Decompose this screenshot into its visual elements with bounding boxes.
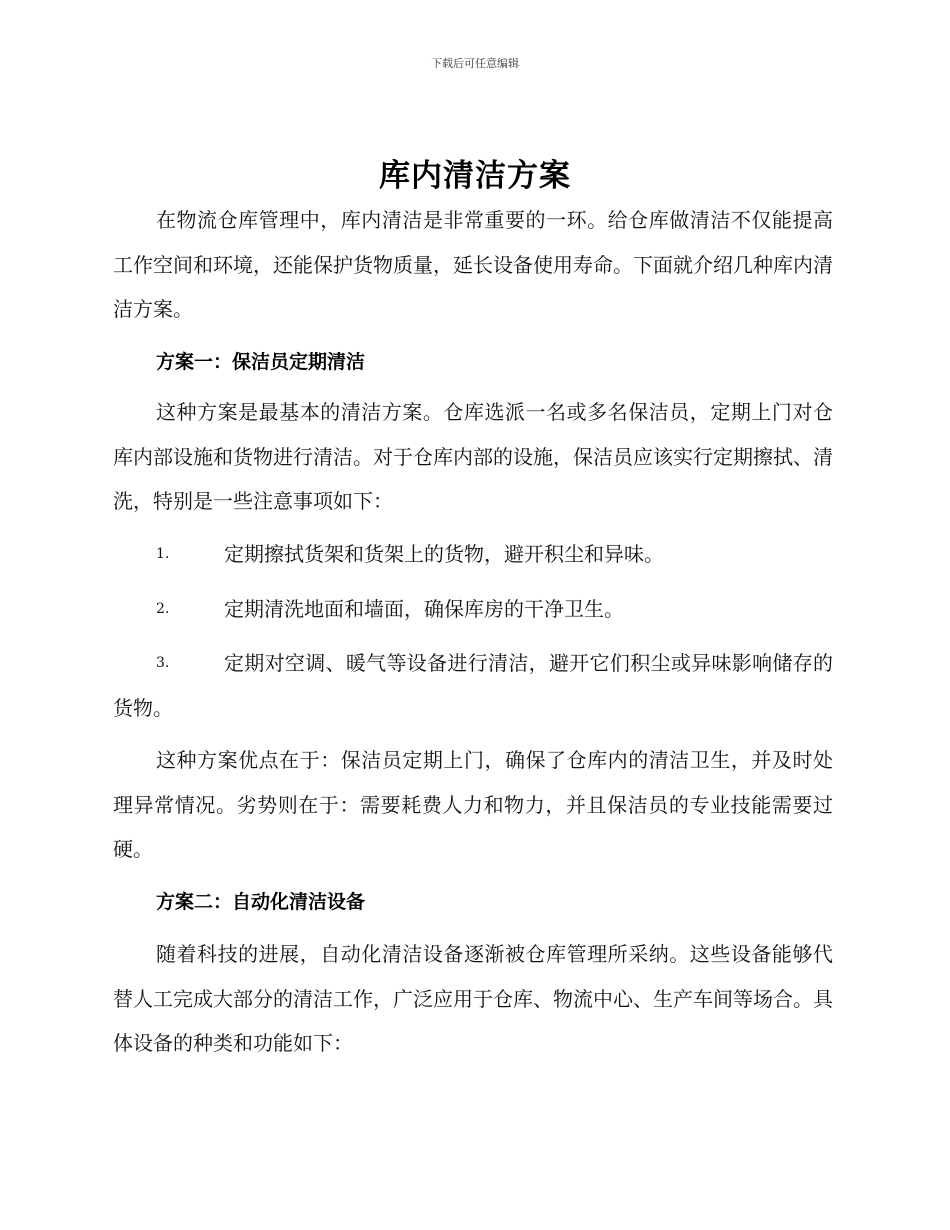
document-title: 库内清洁方案 (379, 158, 571, 194)
section1-summary: 这种方案优点在于：保洁员定期上门，确保了仓库内的清洁卫生，并及时处理异常情况。劣势则在于：需要耗费人力和物力，并且保洁员的专业技能需要过硬。 (113, 748, 833, 861)
list-item-text: 定期清洗地面和墙面，确保库房的干净卫生。 (224, 597, 624, 621)
list-item-number: 1. (156, 546, 170, 562)
section1-heading: 方案一：保洁员定期清洁 (156, 351, 366, 373)
list-item-text: 定期擦拭货架和货架上的货物，避开积尘和异味。 (224, 542, 664, 566)
list-item-number: 3. (156, 655, 170, 671)
list-item-number: 2. (156, 601, 170, 617)
section1-paragraph: 这种方案是最基本的清洁方案。仓库选派一名或多名保洁员，定期上门对仓库内部设施和货物进行清洁。对于仓库内部的设施，保洁员应该实行定期擦拭、清洗，特别是一些注意事项如下： (113, 400, 833, 513)
list-item (113, 532, 833, 577)
section2-heading: 方案二：自动化清洁设备 (156, 891, 366, 913)
intro-paragraph: 在物流仓库管理中，库内清洁是非常重要的一环。给仓库做清洁不仅能提高工作空间和环境，还能保护货物质量，延长设备使用寿命。下面就介绍几种库内清洁方案。 (113, 208, 833, 321)
header-note: 下载后可任意编辑 (431, 57, 519, 70)
section2-paragraph: 随着科技的进展，自动化清洁设备逐渐被仓库管理所采纳。这些设备能够代替人工完成大部分的清洁工作，广泛应用于仓库、物流中心、生产车间等场合。具体设备的种类和功能如下： (113, 942, 833, 1055)
list-item-text: 定期对空调、暖气等设备进行清洁，避开它们积尘或异味影响储存的货物。 (113, 651, 833, 720)
list-item (113, 587, 833, 632)
list-item (113, 641, 833, 730)
